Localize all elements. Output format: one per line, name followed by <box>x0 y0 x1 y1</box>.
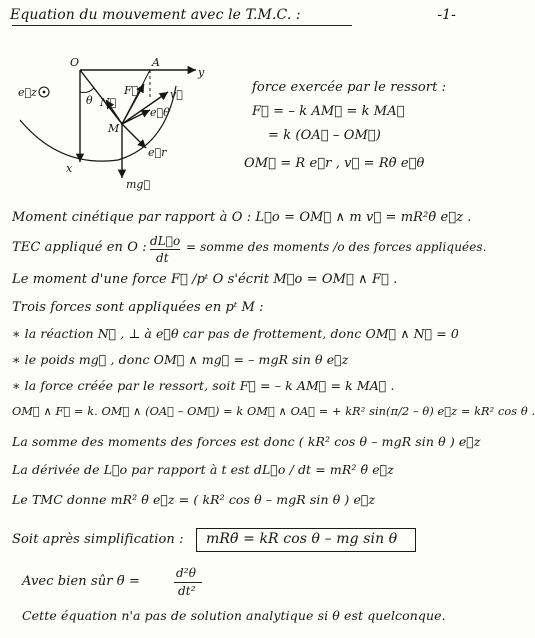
line-derivative: La dérivée de L⃗o par rapport à t est dL⃗o / dt = mR² θ̈ e⃗z <box>12 462 394 477</box>
spring-line-3: OM⃗ = R e⃗r , v⃗ = Rθ̇ e⃗θ <box>244 156 425 171</box>
line-moment-force: Le moment d'une force F⃗ /pᵗ O s'écrit M⃗o = OM⃗ ∧ F⃗ . <box>12 272 398 287</box>
line-tmc: Le TMC donne mR² θ̈ e⃗z = ( kR² cos θ – mgR sin θ ) e⃗z <box>12 492 376 507</box>
tec-frac-num: dL⃗o <box>150 234 181 248</box>
label-n: N⃗ <box>100 96 117 109</box>
line-moment-cinetique: Moment cinétique par rapport à O : L⃗o = OM⃗ ∧ m v⃗ = mR²θ̇ e⃗z . <box>12 210 472 225</box>
line-tec-b: = somme des moments /o des forces appliquées. <box>186 240 487 254</box>
page-title: Equation du mouvement avec le T.M.C. : <box>10 7 301 23</box>
label-origin: O <box>70 56 80 69</box>
label-e-theta: e⃗θ <box>150 106 170 119</box>
bullet-spring: ∗ la force créée par le ressort, soit F⃗ = – k AM⃗ = k MA⃗ . <box>12 378 395 393</box>
line-om-wedge-f: OM⃗ ∧ F⃗ = k. OM⃗ ∧ (OA⃗ – OM⃗) = k OM⃗ ∧ OA⃗ = + kR² sin(π/2 – θ) e⃗z = kR² cos θ . <box>12 405 535 418</box>
label-v: v⃗ <box>170 88 183 101</box>
bullet-weight: ∗ le poids mg⃗ , donc OM⃗ ∧ mg⃗ = – mgR sin θ e⃗z <box>12 352 349 367</box>
label-axis-y: y <box>198 66 205 79</box>
pendulum-spring-diagram <box>0 28 240 204</box>
label-f: F⃗ <box>124 84 139 97</box>
e-r-vector <box>122 124 146 148</box>
ez-dot <box>43 91 46 94</box>
avec-frac-num: d²θ <box>176 566 197 580</box>
line-conclusion: Cette équation n'a pas de solution analytique si θ est quelconque. <box>22 608 446 623</box>
tec-frac-den: dt <box>156 251 169 265</box>
spring-heading: force exercée par le ressort : <box>252 80 447 95</box>
label-point-a: A <box>152 56 160 69</box>
bullet-reaction: ∗ la réaction N⃗ , ⊥ à e⃗θ car pas de frottement, donc OM⃗ ∧ N⃗ = 0 <box>12 326 459 341</box>
avec-frac-bar <box>174 582 202 583</box>
line-sum-moments: La somme des moments des forces est donc ( kR² cos θ – mgR sin θ ) e⃗z <box>12 434 481 449</box>
label-theta: θ <box>86 94 93 107</box>
label-e-r: e⃗r <box>148 146 167 159</box>
line-three-forces: Trois forces sont appliquées en pᵗ M : <box>12 300 264 315</box>
label-weight: mg⃗ <box>126 178 151 191</box>
spring-line-2: = k (OA⃗ – OM⃗) <box>268 128 381 143</box>
page-number: -1- <box>437 7 456 23</box>
tec-frac-bar <box>150 249 180 250</box>
label-ez: e⃗z <box>18 86 37 99</box>
line-simplification: Soit après simplification : <box>12 532 184 547</box>
title-underline <box>12 25 352 26</box>
avec-frac-den: dt² <box>178 584 196 598</box>
line-tec-a: TEC appliqué en O : <box>12 240 147 255</box>
label-m: M <box>108 122 120 135</box>
boxed-equation: mRθ̈ = kR cos θ – mg sin θ <box>206 531 398 547</box>
theta-arc <box>80 88 94 93</box>
spring-line-1: F⃗ = – k AM⃗ = k MA⃗ <box>252 104 405 119</box>
line-avec-a: Avec bien sûr θ̈ = <box>22 574 140 589</box>
label-axis-x: x <box>66 162 73 175</box>
